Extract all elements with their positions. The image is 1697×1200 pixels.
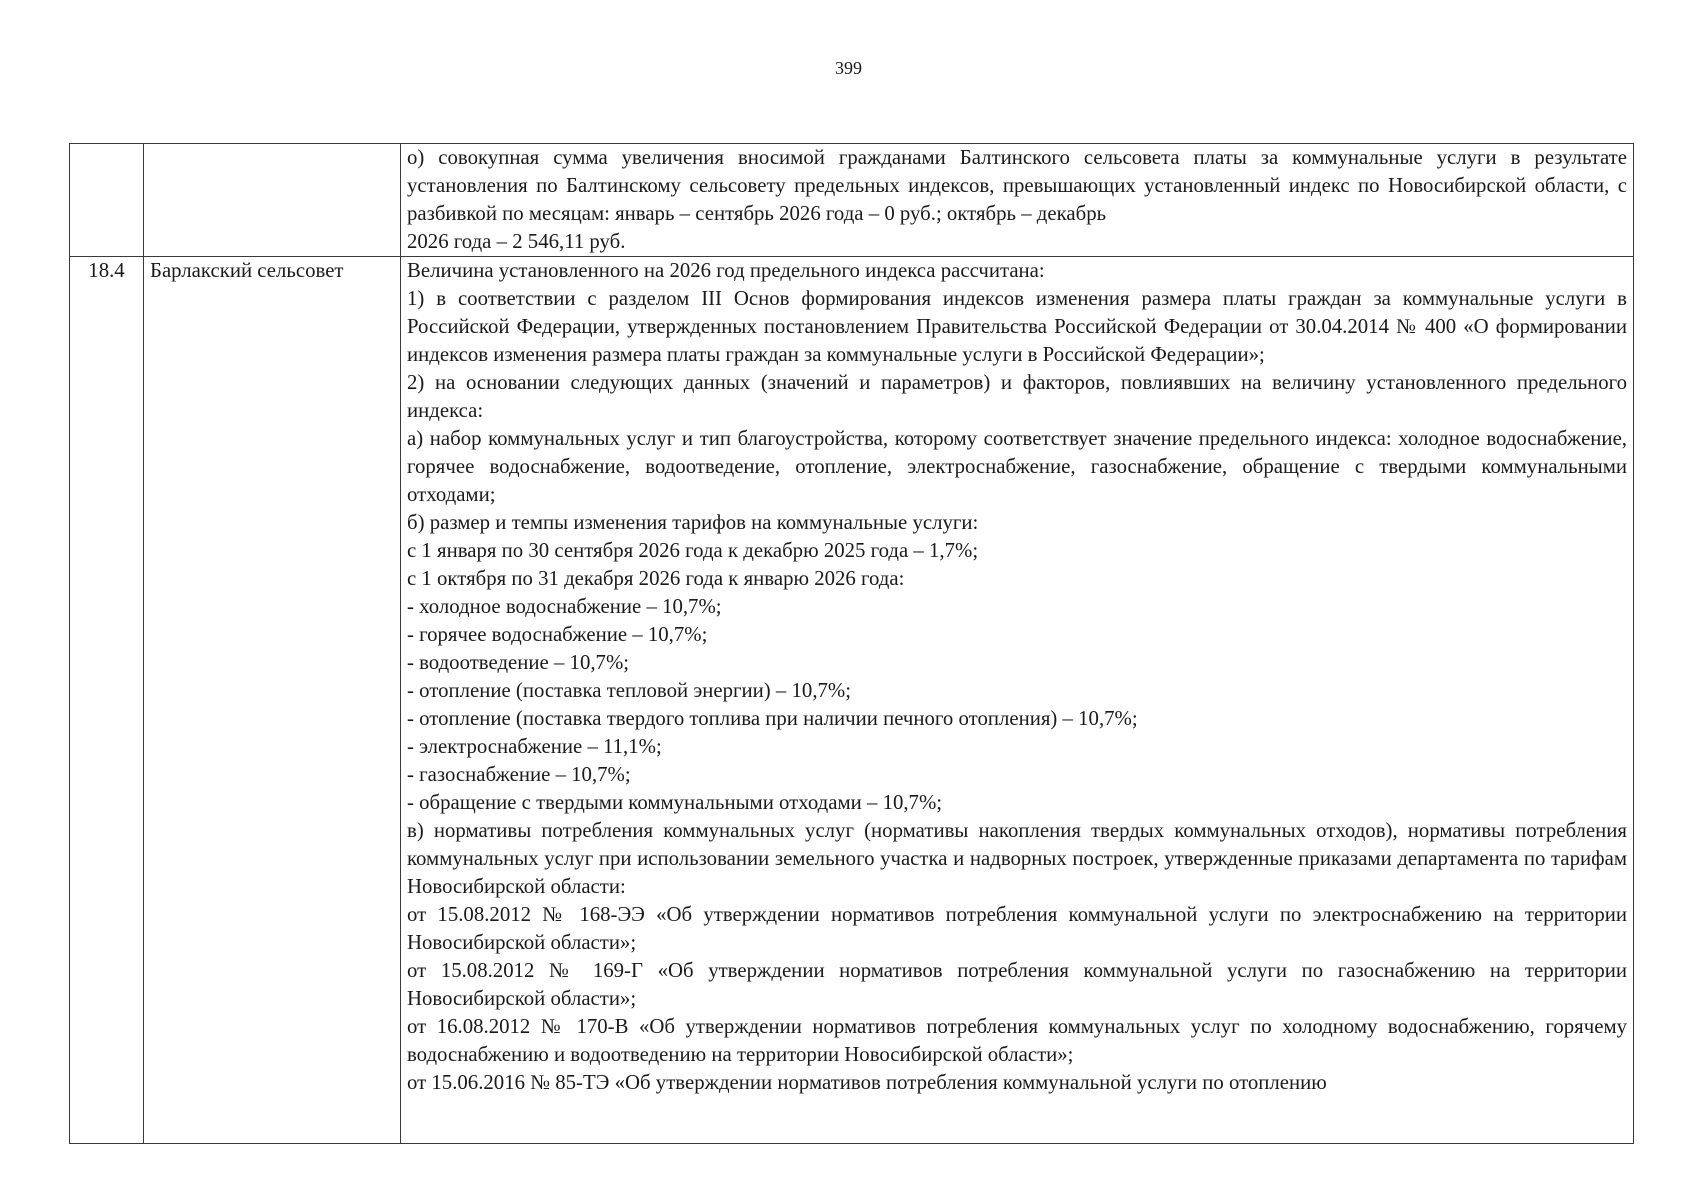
table-row [70,257,1634,1144]
paragraph: от 15.08.2012 № 168-ЭЭ «Об утверждении нормативов потребления коммунальной услуги по электроснабжению на территории Новосибирской области»; [407,903,1627,954]
list-item: - отопление (поставка твердого топлива при наличии печного отопления) – 10,7%; [407,707,1138,730]
document-table [69,143,1634,1144]
row-number: 18.4 [70,257,144,1144]
paragraph: от 16.08.2012 № 170-В «Об утверждении нормативов потребления коммунальных услуг по холодному водоснабжению, горячему водоснабжению и водоотведению на территории Новосибирской области»; [407,1015,1627,1066]
paragraph: с 1 января по 30 сентября 2026 года к декабрю 2025 года – 1,7%; [407,539,979,562]
list-item: - водоотведение – 10,7%; [407,651,630,674]
paragraph: от 15.08.2012 № 169-Г «Об утверждении нормативов потребления коммунальной услуги по газоснабжению на территории Новосибирской области»; [407,959,1627,1010]
row-number [70,144,144,257]
description-cell [401,257,1634,1144]
paragraph: с 1 октября по 31 декабря 2026 года к январю 2026 года: [407,567,905,590]
paragraph: 2026 года – 2 546,11 руб. [407,230,626,253]
municipality-name [144,144,401,257]
list-item: - горячее водоснабжение – 10,7%; [407,623,708,646]
paragraph: о) совокупная сумма увеличения вносимой гражданами Балтинского сельсовета платы за коммунальные услуги в результате установления по Балтинскому сельсовету предельных индексов, превышающих установленный индекс по Новосибирской области, с разбивкой по месяцам: январь – сентябрь 2026 года – 0 руб.; октябрь – декабрь [407,146,1627,225]
paragraph: б) размер и темпы изменения тарифов на коммунальные услуги: [407,511,979,534]
list-item: - холодное водоснабжение – 10,7%; [407,595,722,618]
paragraph: а) набор коммунальных услуг и тип благоустройства, которому соответствует значение предельного индекса: холодное водоснабжение, горячее водоснабжение, водоотведение, отопление, электроснабжение, газоснабжение, обращение с твердыми коммунальными отходами; [407,427,1627,506]
paragraph: от 15.06.2016 № 85-ТЭ «Об утверждении нормативов потребления коммунальной услуги по отоплению [407,1071,1327,1094]
description-cell [401,144,1634,257]
table-row [70,144,1634,257]
paragraph: в) нормативы потребления коммунальных услуг (нормативы накопления твердых коммунальных отходов), нормативы потребления коммунальных услуг при использовании земельного участка и надворных построек, утвержденные приказами департамента по тарифам Новосибирской области: [407,819,1627,898]
list-item: - электроснабжение – 11,1%; [407,735,662,758]
list-item: - отопление (поставка тепловой энергии) – 10,7%; [407,679,852,702]
paragraph: Величина установленного на 2026 год предельного индекса рассчитана: [407,259,1045,282]
list-item: - газоснабжение – 10,7%; [407,763,631,786]
page-number: 399 [835,58,862,78]
municipality-name: Барлакский сельсовет [144,257,401,1144]
paragraph: 2) на основании следующих данных (значений и параметров) и факторов, повлиявших на величину установленного предельного индекса: [407,371,1627,422]
list-item: - обращение с твердыми коммунальными отходами – 10,7%; [407,791,943,814]
paragraph: 1) в соответствии с разделом III Основ формирования индексов изменения размера платы граждан за коммунальные услуги в Российской Федерации, утвержденных постановлением Правительства Российской Федерации от 30.04.2014 № 400 «О формировании индексов изменения размера платы граждан за коммунальные услуги в Российской Федерации»; [407,287,1627,366]
